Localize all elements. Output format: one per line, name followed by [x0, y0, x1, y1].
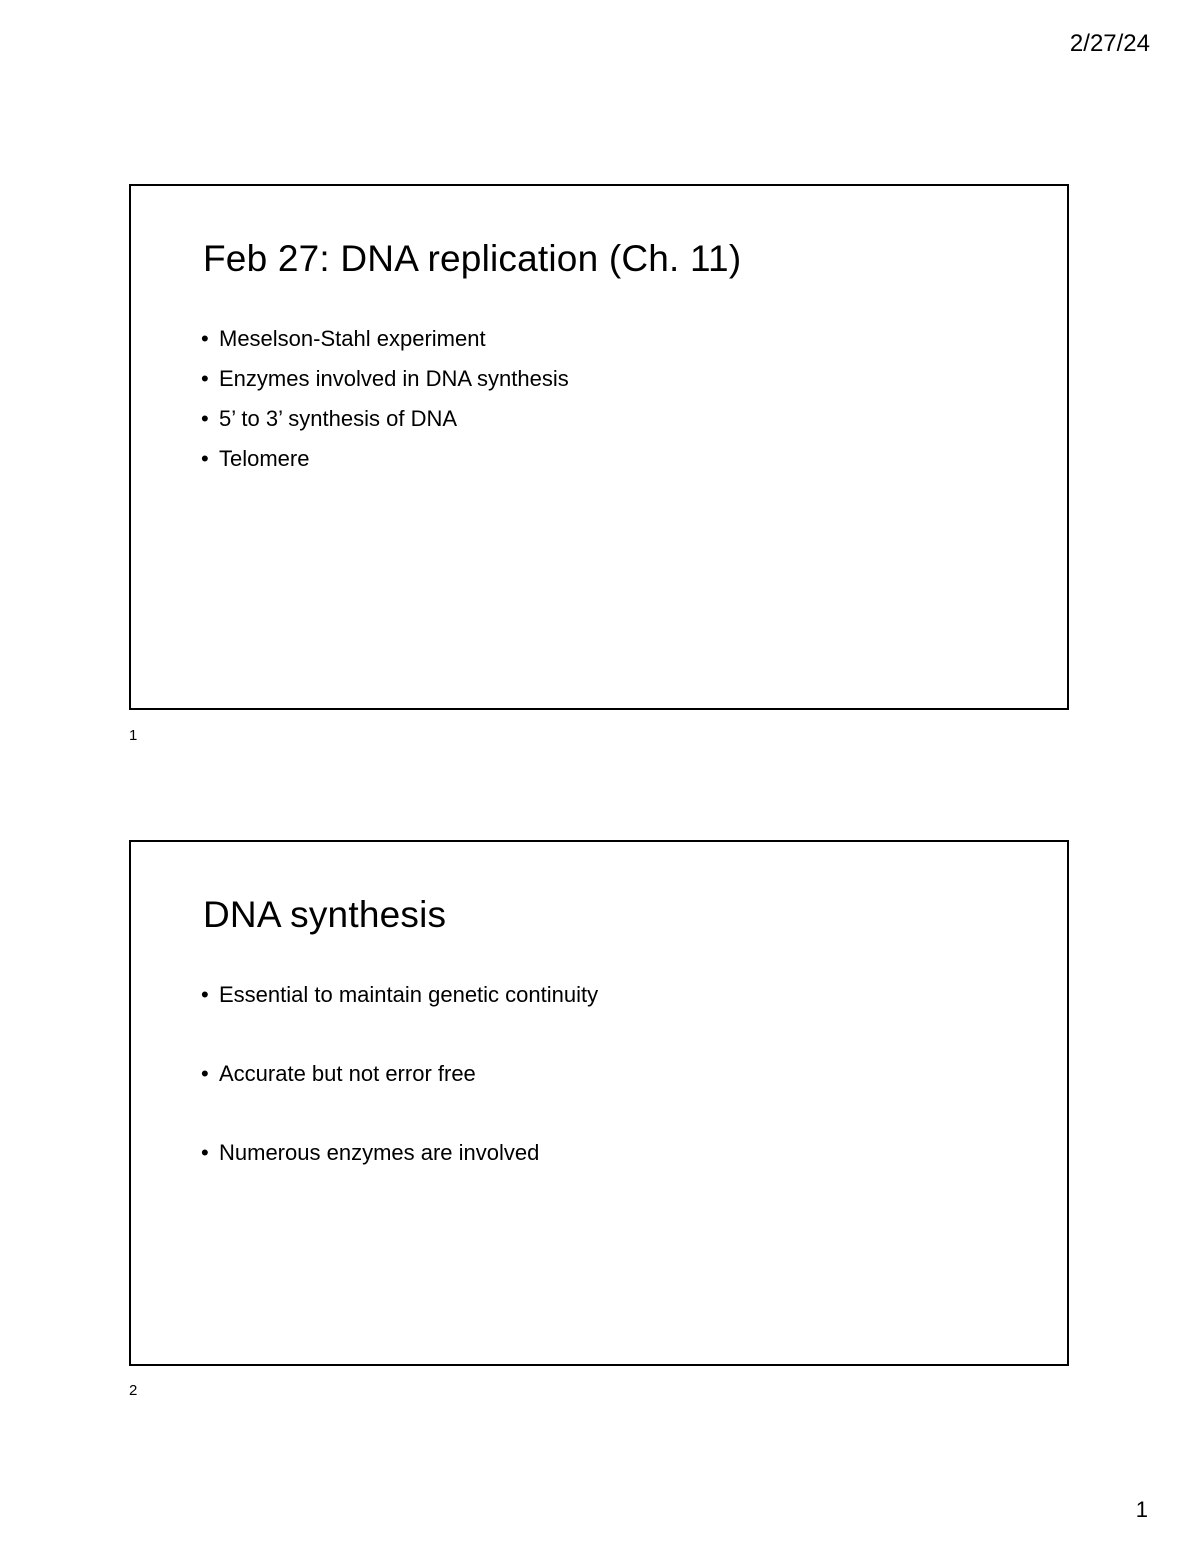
bullet-icon: •: [201, 1140, 209, 1165]
bullet-text: Enzymes involved in DNA synthesis: [219, 366, 569, 391]
bullet-text: Essential to maintain genetic continuity: [219, 982, 599, 1007]
slide-number: 1: [129, 727, 138, 744]
bullet-item: [201, 326, 569, 366]
bullet-item: [201, 982, 598, 1061]
page-date: 2/27/24: [1069, 30, 1150, 57]
bullet-item: [201, 446, 569, 486]
bullet-icon: •: [201, 1061, 209, 1086]
slide-2: [129, 840, 1069, 1366]
bullet-text: Meselson-Stahl experiment: [219, 326, 486, 351]
slide-1: [129, 184, 1069, 710]
bullet-text: Telomere: [219, 446, 310, 471]
bullet-item: [201, 406, 569, 446]
bullet-icon: •: [201, 366, 209, 391]
bullet-item: [201, 366, 569, 406]
bullet-list: [201, 326, 569, 486]
bullet-item: [201, 1140, 598, 1219]
bullet-icon: •: [201, 326, 209, 351]
bullet-icon: •: [201, 446, 209, 471]
bullet-list: [201, 982, 598, 1219]
slide-number: 2: [129, 1382, 138, 1399]
bullet-text: 5’ to 3’ synthesis of DNA: [219, 406, 458, 431]
slide-title: DNA synthesis: [203, 894, 447, 935]
bullet-text: Numerous enzymes are involved: [219, 1140, 540, 1165]
slide-title: Feb 27: DNA replication (Ch. 11): [203, 238, 742, 279]
bullet-icon: •: [201, 982, 209, 1007]
page-number: 1: [1135, 1497, 1148, 1522]
bullet-item: [201, 1061, 598, 1140]
bullet-text: Accurate but not error free: [219, 1061, 476, 1086]
bullet-icon: •: [201, 406, 209, 431]
